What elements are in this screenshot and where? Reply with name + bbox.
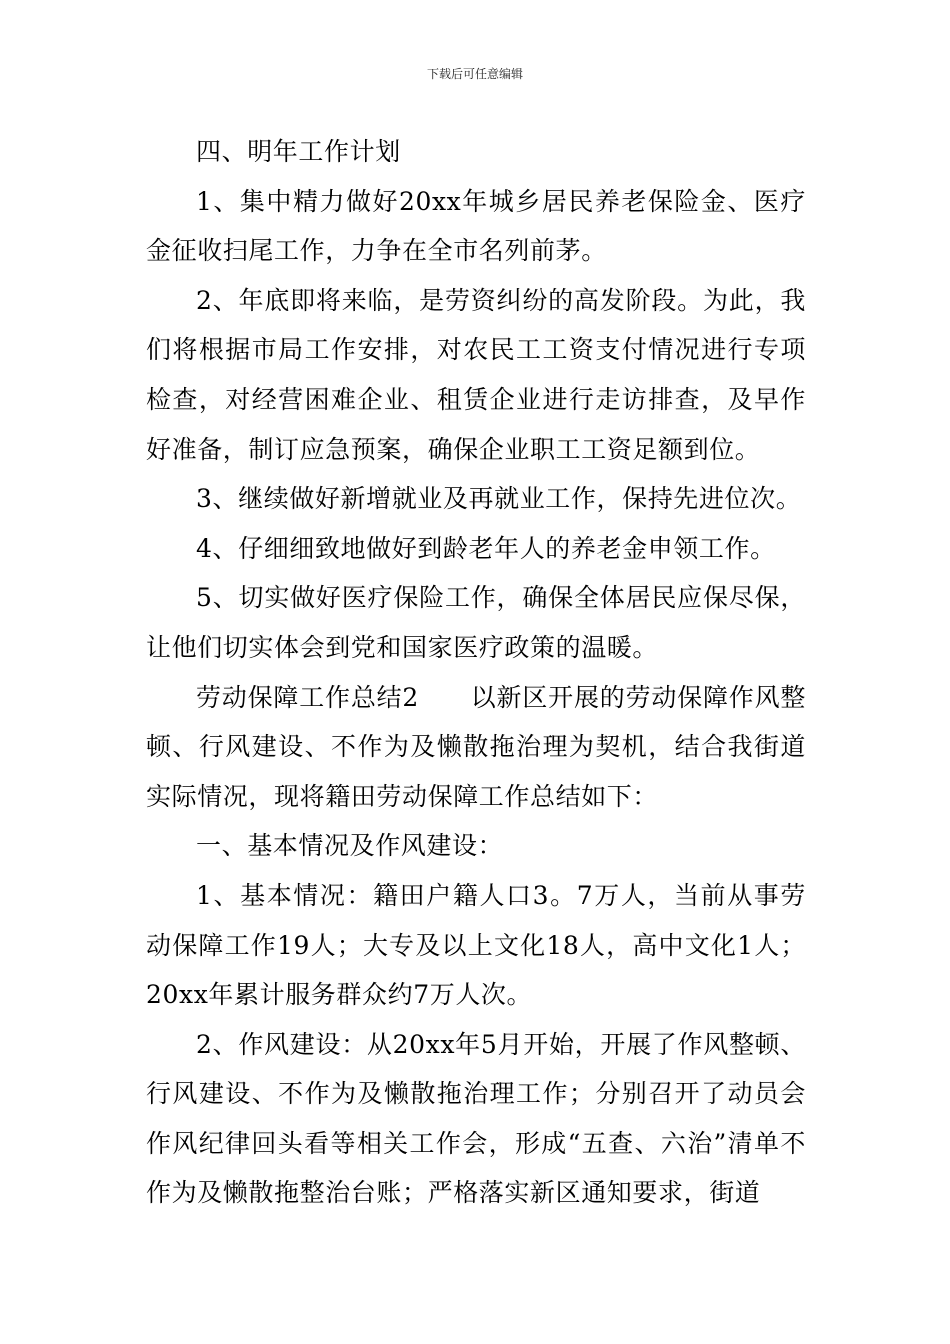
paragraph-basic-1: 1、基本情况：籍田户籍人口3。7万人，当前从事劳动保障工作19人；大专及以上文化18人，高中文化1人；20xx年累计服务群众约7万人次。 [146,880,806,1010]
document-body [146,127,806,1218]
paragraph-plan-3: 3、继续做好新增就业及再就业工作，保持先进位次。 [196,484,802,514]
paragraph-plan-5: 5、切实做好医疗保险工作，确保全体居民应保尽保，让他们切实体会到党和国家医疗政策的温暖。 [146,583,806,662]
section-heading-plan: 四、明年工作计划 [196,137,401,166]
paragraph-basic-2: 2、作风建设：从20xx年5月开始，开展了作风整顿、行风建设、不作为及懒散拖治理工作；分别召开了动员会作风纪律回头看等相关工作会，形成“五查、六治”清单不作为及懒散拖整治台账；严格落实新区通知要求，街道 [146,1029,806,1208]
paragraph-plan-4: 4、仔细细致地做好到龄老年人的养老金申领工作。 [196,533,776,563]
paragraph-summary-intro: 劳动保障工作总结2 以新区开展的劳动保障作风整顿、行风建设、不作为及懒散拖治理为契机，结合我街道实际情况，现将籍田劳动保障工作总结如下： [146,682,806,811]
paragraph-plan-1: 1、集中精力做好20xx年城乡居民养老保险金、医疗金征收扫尾工作，力争在全市名列前茅。 [146,186,806,266]
page-header: 下载后可任意编辑 [426,67,523,81]
section-heading-basic: 一、基本情况及作风建设： [196,831,504,861]
paragraph-plan-2: 2、年底即将来临，是劳资纠纷的高发阶段。为此，我们将根据市局工作安排，对农民工工资支付情况进行专项检查，对经营困难企业、租赁企业进行走访排查，及早作好准备，制订应急预案，确保企业职工工资足额到位。 [146,285,806,464]
